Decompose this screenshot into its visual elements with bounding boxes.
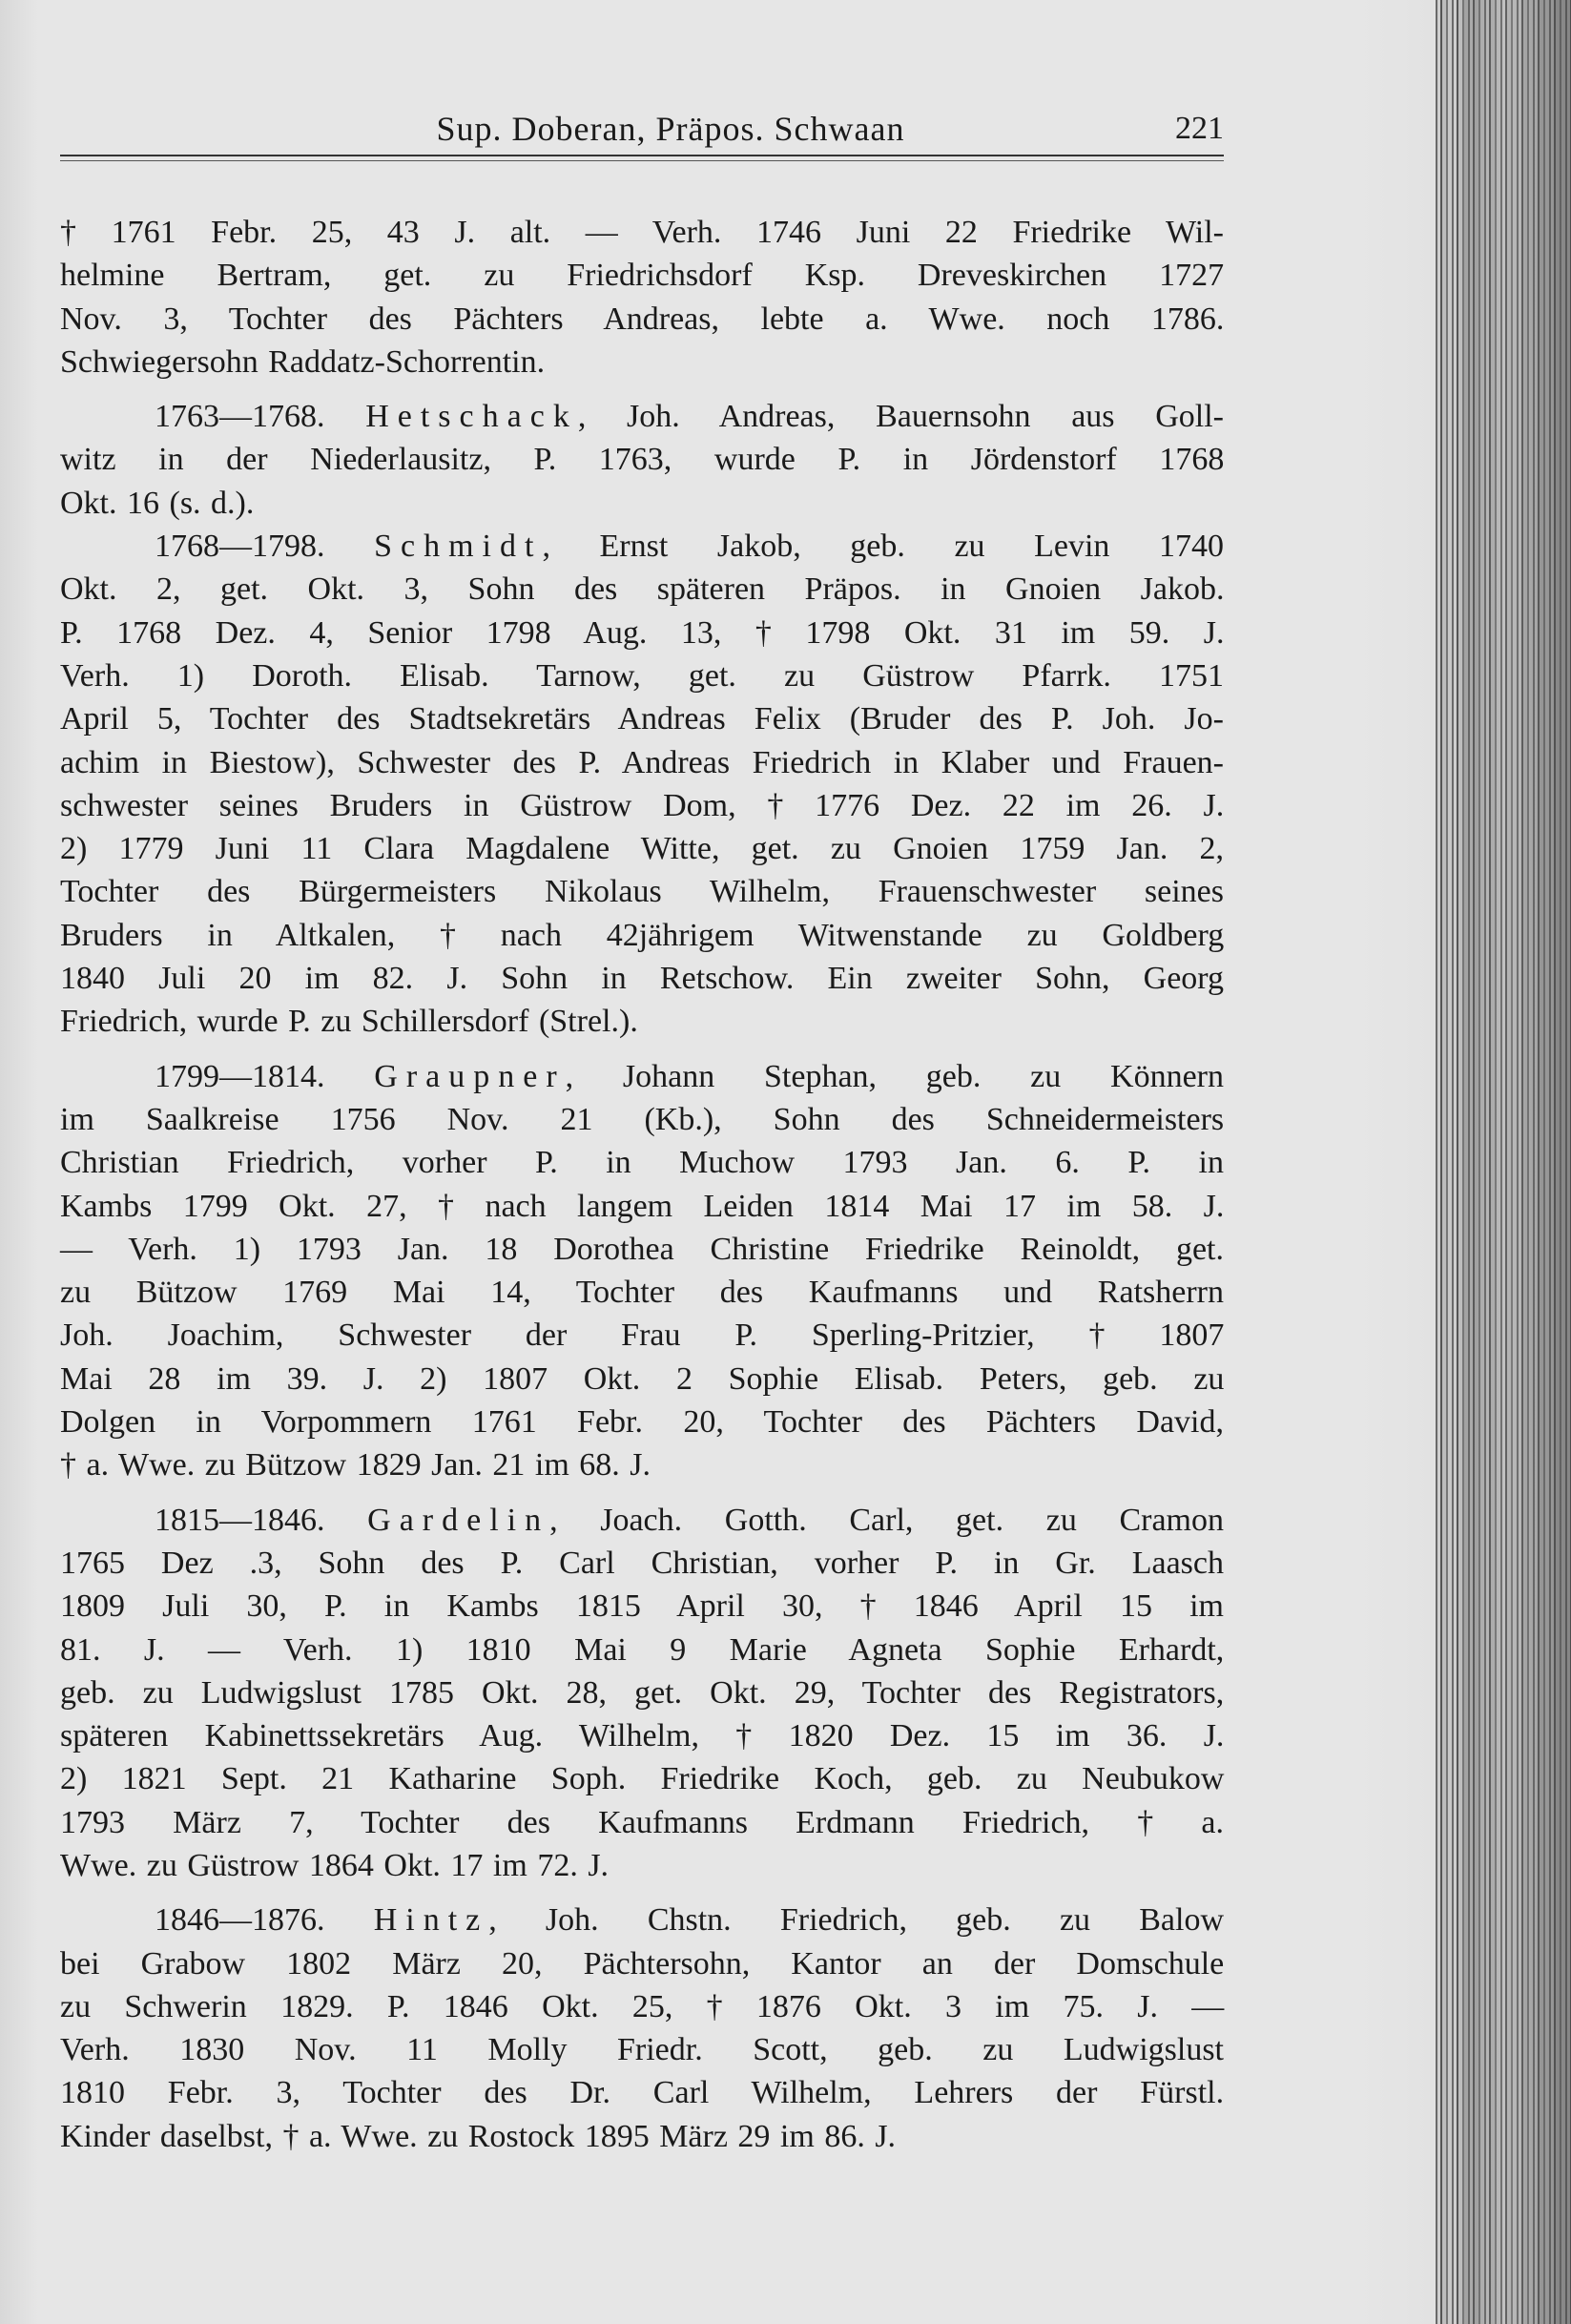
entry-years: 1815—1846. xyxy=(155,1502,325,1538)
text-line: helmine Bertram, get. zu Friedrichsdorf Ksp. Dreveskirchen 1727 xyxy=(60,258,1225,294)
text-line: Tochter des Bürgermeisters Nikolaus Wilhelm, Frauenschwester seines xyxy=(60,874,1224,910)
text-line: 2) 1821 Sept. 21 Katharine Soph. Friedrike Koch, geb. zu Neubukow xyxy=(60,1761,1225,1797)
text-line: Joh. Joachim, Schwester der Frau P. Sperling-Pritzier, † 1807 xyxy=(60,1318,1225,1354)
text-line: 1799—1814. Graupner, Johann Stephan, geb. zu Könnern xyxy=(155,1058,1224,1094)
header-rule xyxy=(60,155,1224,161)
text-line: † a. Wwe. zu Bützow 1829 Jan. 21 im 68. J. xyxy=(60,1447,651,1484)
paragraph-continuation xyxy=(60,211,1224,384)
entry-name: Graupner xyxy=(374,1058,566,1094)
text-line: achim in Biestow), Schwester des P. Andreas Friedrich in Klaber und Frauen- xyxy=(60,744,1224,780)
text-line: Nov. 3, Tochter des Pächters Andreas, lebte a. Wwe. noch 1786. xyxy=(60,301,1225,337)
paragraph-graupner xyxy=(60,1055,1224,1487)
text-line: Kinder daselbst, † a. Wwe. zu Rostock 1895 März 29 im 86. J. xyxy=(60,2118,897,2154)
text-line: 1840 Juli 20 im 82. J. Sohn in Retschow. Ein zweiter Sohn, Georg xyxy=(60,961,1225,997)
text-line: 1810 Febr. 3, Tochter des Dr. Carl Wilhelm, Lehrers der Fürstl. xyxy=(60,2075,1225,2111)
entry-years: 1768—1798. xyxy=(155,529,325,565)
text-line: 1763—1768. Hetschack, Joh. Andreas, Bauernsohn aus Goll- xyxy=(155,399,1225,435)
text-line: im Saalkreise 1756 Nov. 21 (Kb.), Sohn des Schneidermeisters xyxy=(60,1101,1225,1137)
text-line: 1793 März 7, Tochter des Kaufmanns Erdmann Friedrich, † a. xyxy=(60,1804,1224,1840)
text-line: Wwe. zu Güstrow 1864 Okt. 17 im 72. J. xyxy=(60,1847,610,1883)
text-line: bei Grabow 1802 März 20, Pächtersohn, Kantor an der Domschule xyxy=(60,1945,1225,1982)
text-line: geb. zu Ludwigslust 1785 Okt. 28, get. Okt. 29, Tochter des Registrators, xyxy=(60,1674,1225,1711)
book-spine-page-edges xyxy=(1436,0,1571,2324)
page-number: 221 xyxy=(1175,111,1224,146)
body-text xyxy=(60,211,1224,2158)
text-line: späteren Kabinettssekretärs Aug. Wilhelm, † 1820 Dez. 15 im 36. J. xyxy=(60,1718,1225,1754)
paragraph-schmidt xyxy=(60,525,1224,1044)
text-line: Kambs 1799 Okt. 27, † nach langem Leiden 1814 Mai 17 im 58. J. xyxy=(60,1188,1225,1224)
text-line: April 5, Tochter des Stadtsekretärs Andreas Felix (Bruder des P. Joh. Jo- xyxy=(60,701,1224,737)
text-line: 1768—1798. Schmidt, Ernst Jakob, geb. zu Levin 1740 xyxy=(155,529,1225,565)
page-header xyxy=(60,107,1224,151)
text-line: 1765 Dez .3, Sohn des P. Carl Christian, vorher P. in Gr. Laasch xyxy=(60,1545,1224,1581)
text-line: Schwiegersohn Raddatz-Schorrentin. xyxy=(60,343,546,380)
text-line: Okt. 2, get. Okt. 3, Sohn des späteren Präpos. in Gnoien Jakob. xyxy=(60,571,1225,608)
text-line: Bruders in Altkalen, † nach 42jährigem Witwenstande zu Goldberg xyxy=(60,917,1225,953)
entry-name: Gardelin xyxy=(367,1502,550,1538)
text-line: Mai 28 im 39. J. 2) 1807 Okt. 2 Sophie Elisab. Peters, geb. zu xyxy=(60,1360,1225,1397)
text-line: 1815—1846. Gardelin, Joach. Gotth. Carl, get. zu Cramon xyxy=(155,1502,1224,1538)
entry-name: Hetschack xyxy=(365,399,578,435)
paragraph-hetschack xyxy=(60,395,1224,525)
text-line: 1809 Juli 30, P. in Kambs 1815 April 30, † 1846 April 15 im xyxy=(60,1588,1224,1625)
text-line: Okt. 16 (s. d.). xyxy=(60,485,255,521)
text-line: Verh. 1) Doroth. Elisab. Tarnow, get. zu Güstrow Pfarrk. 1751 xyxy=(60,657,1224,694)
running-title: Sup. Doberan, Präpos. Schwaan xyxy=(436,110,905,148)
text-line: Friedrich, wurde P. zu Schillersdorf (Strel.). xyxy=(60,1004,638,1040)
text-line: — Verh. 1) 1793 Jan. 18 Dorothea Christine Friedrike Reinoldt, get. xyxy=(60,1231,1224,1267)
text-line: schwester seines Bruders in Güstrow Dom, † 1776 Dez. 22 im 26. J. xyxy=(60,787,1225,823)
entry-years: 1799—1814. xyxy=(155,1058,325,1094)
text-line: † 1761 Febr. 25, 43 J. alt. — Verh. 1746 Juni 22 Friedrike Wil- xyxy=(60,215,1224,250)
text-line: 2) 1779 Juni 11 Clara Magdalene Witte, get. zu Gnoien 1759 Jan. 2, xyxy=(60,831,1224,867)
text-line: zu Schwerin 1829. P. 1846 Okt. 25, † 1876 Okt. 3 im 75. J. — xyxy=(60,1988,1225,2024)
text-line: 1846—1876. Hintz, Joh. Chstn. Friedrich, geb. zu Balow xyxy=(155,1902,1224,1939)
entry-years: 1846—1876. xyxy=(155,1902,325,1939)
text-line: 81. J. — Verh. 1) 1810 Mai 9 Marie Agneta Sophie Erhardt, xyxy=(60,1631,1225,1668)
paragraph-hintz xyxy=(60,1899,1224,2158)
text-line: Verh. 1830 Nov. 11 Molly Friedr. Scott, geb. zu Ludwigslust xyxy=(60,2032,1224,2068)
text-line: zu Bützow 1769 Mai 14, Tochter des Kaufmanns und Ratsherrn xyxy=(60,1275,1224,1311)
entry-name: Schmidt xyxy=(374,529,543,565)
text-line: witz in der Niederlausitz, P. 1763, wurde P. in Jördenstorf 1768 xyxy=(60,442,1225,478)
entry-years: 1763—1768. xyxy=(155,399,325,435)
text-line: Dolgen in Vorpommern 1761 Febr. 20, Tochter des Pächters David, xyxy=(60,1404,1224,1441)
text-line: P. 1768 Dez. 4, Senior 1798 Aug. 13, † 1798 Okt. 31 im 59. J. xyxy=(60,614,1225,651)
text-line: Christian Friedrich, vorher P. in Muchow 1793 Jan. 6. P. in xyxy=(60,1145,1224,1181)
entry-name: Hintz xyxy=(373,1902,489,1939)
paragraph-gardelin xyxy=(60,1499,1224,1888)
